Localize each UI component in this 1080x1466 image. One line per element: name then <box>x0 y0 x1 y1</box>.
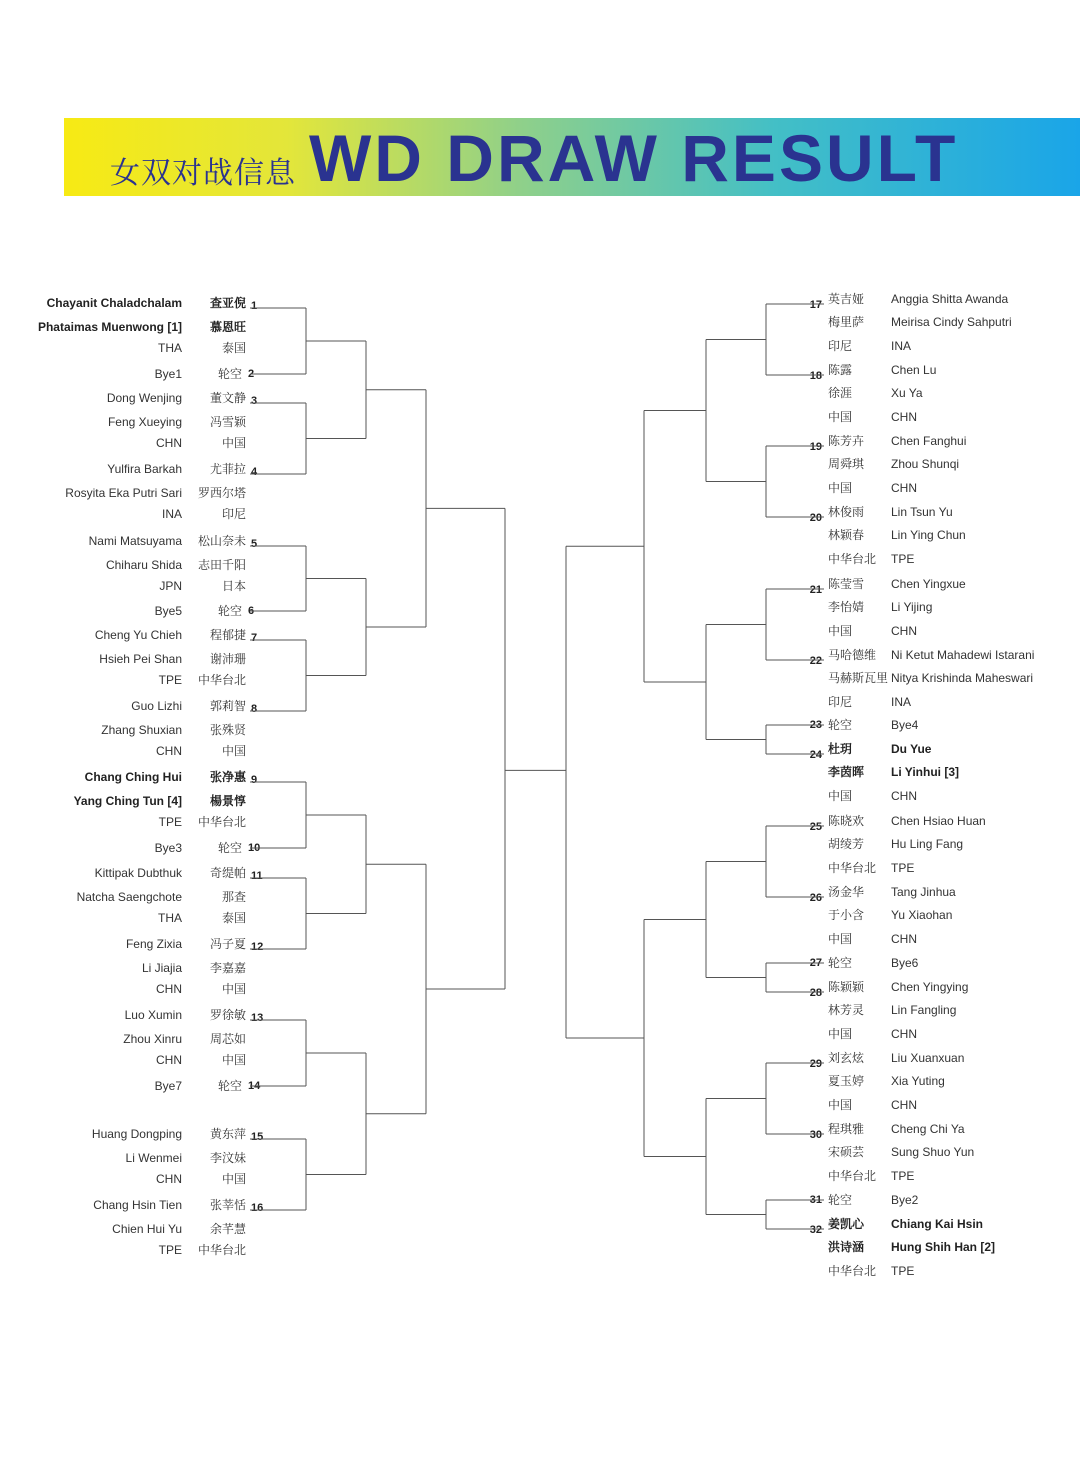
match-number: 29 <box>809 1058 822 1070</box>
player-name-cn: 徐涯 <box>828 386 853 400</box>
country-code: TPE <box>158 1243 182 1257</box>
country-name-cn: 中国 <box>221 744 246 758</box>
match-number: 12 <box>251 941 264 953</box>
player-name-cn: 郭莉智 <box>209 699 246 713</box>
player-name-cn: 松山奈未 <box>197 534 246 548</box>
country-code: CHN <box>891 789 917 803</box>
player-name: Feng Xueying <box>107 415 182 429</box>
match-number: 6 <box>248 605 255 617</box>
player-name-cn: 张净惠 <box>209 770 246 784</box>
player-name: Luo Xumin <box>124 1008 182 1022</box>
player-name-cn: 董文静 <box>209 391 246 405</box>
player-name: Yang Ching Tun [4] <box>73 794 182 808</box>
player-name: Du Yue <box>891 742 932 756</box>
match-number: 5 <box>251 538 258 550</box>
title-cn: 女双对战信息 <box>110 156 296 191</box>
player-name: Sung Shuo Yun <box>891 1145 975 1159</box>
player-name: Guo Lizhi <box>131 699 182 713</box>
country-name-cn: 中华台北 <box>197 815 246 829</box>
country-name-cn: 中国 <box>828 1098 853 1112</box>
bye-label-cn: 轮空 <box>217 1079 242 1093</box>
player-name-cn: 林俊雨 <box>828 505 865 519</box>
player-name: Cheng Yu Chieh <box>94 628 182 642</box>
country-name-cn: 中国 <box>221 1053 246 1067</box>
player-name: Li Yijing <box>891 600 933 614</box>
player-name: Lin Tsun Yu <box>891 505 953 519</box>
bye-label-cn: 轮空 <box>217 604 242 618</box>
match-number: 22 <box>809 655 822 667</box>
bye-label-cn: 轮空 <box>828 718 853 732</box>
country-name-cn: 印尼 <box>828 695 853 709</box>
country-name-cn: 泰国 <box>221 911 246 925</box>
country-name-cn: 中国 <box>828 410 853 424</box>
country-code: CHN <box>891 932 917 946</box>
player-name: Phataimas Muenwong [1] <box>37 320 182 334</box>
match-number: 10 <box>248 842 261 854</box>
match-number: 21 <box>809 584 822 596</box>
match-number: 17 <box>809 299 822 311</box>
player-name: Tang Jinhua <box>891 885 956 899</box>
player-name-cn: 余芊慧 <box>209 1222 246 1236</box>
player-name: Dong Wenjing <box>106 391 182 405</box>
player-name-cn: 林颖春 <box>828 528 865 542</box>
country-code: TPE <box>891 552 915 566</box>
match-number: 4 <box>251 466 258 478</box>
country-code: CHN <box>156 982 182 996</box>
player-name: Lin Ying Chun <box>891 528 966 542</box>
player-name-cn: 英吉娅 <box>828 292 865 306</box>
bye-label-cn: 轮空 <box>828 1193 853 1207</box>
player-name: Natcha Saengchote <box>76 890 182 904</box>
player-name: Anggia Shitta Awanda <box>891 292 1009 306</box>
country-code: TPE <box>891 1264 915 1278</box>
match-number: 28 <box>809 987 822 999</box>
player-name: Hsieh Pei Shan <box>99 652 182 666</box>
bye-label-cn: 轮空 <box>828 956 853 970</box>
country-code: CHN <box>156 1053 182 1067</box>
title-en: WD DRAW RESULT <box>309 121 959 195</box>
match-number: 15 <box>251 1131 264 1143</box>
player-name-cn: 奇缇帕 <box>209 866 246 880</box>
player-name-cn: 尤菲拉 <box>209 462 246 476</box>
bye-label: Bye4 <box>891 718 919 732</box>
bye-label-cn: 轮空 <box>217 367 242 381</box>
player-name: Chiang Kai Hsin <box>891 1217 984 1231</box>
player-name-cn: 冯子夏 <box>209 937 246 951</box>
player-name-cn: 李茵晖 <box>828 765 865 779</box>
country-code: CHN <box>891 624 917 638</box>
country-name-cn: 中华台北 <box>197 673 246 687</box>
country-code: TPE <box>891 1169 915 1183</box>
country-code: CHN <box>891 1027 917 1041</box>
player-name-cn: 慕恩旺 <box>209 320 246 334</box>
country-name-cn: 中国 <box>221 436 246 450</box>
player-name: Huang Dongping <box>91 1127 182 1141</box>
country-name-cn: 泰国 <box>221 341 246 355</box>
player-name-cn: 胡绫芳 <box>828 837 865 851</box>
player-name-cn: 罗西尔塔 <box>197 486 246 500</box>
player-name-cn: 陈露 <box>828 363 853 377</box>
country-name-cn: 中国 <box>828 789 853 803</box>
player-name-cn: 陈颖颖 <box>828 980 865 994</box>
player-name-cn: 马赫斯瓦里 <box>828 671 889 685</box>
player-name: Chen Fanghui <box>891 434 967 448</box>
country-name-cn: 中国 <box>828 481 853 495</box>
country-code: CHN <box>891 1098 917 1112</box>
player-name: Hu Ling Fang <box>891 837 964 851</box>
match-number: 30 <box>809 1129 822 1141</box>
player-name-cn: 林芳灵 <box>828 1003 865 1017</box>
player-name-cn: 洪诗涵 <box>828 1240 865 1254</box>
player-name-cn: 李怡婧 <box>828 600 865 614</box>
player-name-cn: 马哈德维 <box>828 648 877 662</box>
match-number: 27 <box>809 957 822 969</box>
player-name-cn: 查亚倪 <box>209 296 246 310</box>
player-name: Nitya Krishinda Maheswari <box>891 671 1034 685</box>
match-number: 9 <box>251 774 258 786</box>
match-number: 3 <box>251 395 258 407</box>
player-name: Li Wenmei <box>125 1151 182 1165</box>
country-name-cn: 中国 <box>828 624 853 638</box>
player-name: Chang Ching Hui <box>84 770 182 784</box>
player-name-cn: 刘玄炫 <box>828 1051 865 1065</box>
match-number: 7 <box>251 632 258 644</box>
country-code: TPE <box>158 673 182 687</box>
match-number: 24 <box>809 749 822 761</box>
match-number: 19 <box>809 441 822 453</box>
player-name-cn: 冯雪颖 <box>209 415 246 429</box>
player-name: Zhang Shuxian <box>101 723 182 737</box>
country-name-cn: 中华台北 <box>197 1243 246 1257</box>
player-name: Xia Yuting <box>891 1074 945 1088</box>
player-name-cn: 黄东萍 <box>209 1127 246 1141</box>
player-name-cn: 程琪雅 <box>828 1122 865 1136</box>
country-code: TPE <box>158 815 182 829</box>
player-name-cn: 于小含 <box>828 908 865 922</box>
country-code: CHN <box>891 410 917 424</box>
player-name-cn: 周芯如 <box>209 1032 246 1046</box>
player-name: Chang Hsin Tien <box>93 1198 182 1212</box>
player-name-cn: 陈芳卉 <box>828 434 865 448</box>
player-name-cn: 谢沛珊 <box>209 652 246 666</box>
country-code: CHN <box>156 436 182 450</box>
player-name: Chen Yingying <box>891 980 969 994</box>
country-name-cn: 中国 <box>828 1027 853 1041</box>
player-name: Yu Xiaohan <box>891 908 953 922</box>
country-name-cn: 中国 <box>221 982 246 996</box>
player-name-cn: 张莘恬 <box>209 1198 246 1212</box>
player-name: Liu Xuanxuan <box>891 1051 965 1065</box>
match-number: 13 <box>251 1012 264 1024</box>
match-number: 16 <box>251 1202 264 1214</box>
player-name-cn: 罗徐敏 <box>209 1008 246 1022</box>
player-name-cn: 李汶妹 <box>209 1151 246 1165</box>
country-name-cn: 印尼 <box>828 339 853 353</box>
country-code: JPN <box>159 579 182 593</box>
player-name: Cheng Chi Ya <box>891 1122 965 1136</box>
player-name: Chen Hsiao Huan <box>891 814 986 828</box>
player-name: Rosyita Eka Putri Sari <box>65 486 182 500</box>
player-name: Lin Fangling <box>891 1003 957 1017</box>
match-number: 14 <box>248 1080 261 1092</box>
player-name: Xu Ya <box>891 386 923 400</box>
match-number: 18 <box>809 370 822 382</box>
bye-label: Bye1 <box>154 367 182 381</box>
player-name-cn: 楊景惇 <box>209 794 246 808</box>
bye-label: Bye7 <box>154 1079 182 1093</box>
player-name: Nami Matsuyama <box>88 534 182 548</box>
player-name: Zhou Shunqi <box>891 457 960 471</box>
player-name: Chen Lu <box>891 363 937 377</box>
player-name-cn: 李嘉嘉 <box>209 961 246 975</box>
player-name: Chayanit Chaladchalam <box>46 296 182 310</box>
country-code: TPE <box>891 861 915 875</box>
player-name: Li Jiajia <box>141 961 182 975</box>
player-name: Ni Ketut Mahadewi Istarani <box>891 648 1035 662</box>
player-name-cn: 梅里萨 <box>828 315 865 329</box>
player-name-cn: 陈莹雪 <box>828 577 865 591</box>
player-name-cn: 宋硕芸 <box>828 1145 865 1159</box>
player-name-cn: 姜凯心 <box>828 1217 865 1231</box>
bye-label: Bye3 <box>154 841 182 855</box>
country-code: INA <box>161 507 182 521</box>
player-name-cn: 杜玥 <box>828 742 853 756</box>
player-name: Chen Yingxue <box>891 577 966 591</box>
country-name-cn: 中华台北 <box>828 1169 877 1183</box>
match-number: 11 <box>251 870 263 882</box>
country-name-cn: 中国 <box>221 1172 246 1186</box>
match-number: 2 <box>248 368 255 380</box>
player-name: Hung Shih Han [2] <box>891 1240 995 1254</box>
country-code: CHN <box>156 744 182 758</box>
player-name-cn: 那查 <box>221 890 246 904</box>
country-code: THA <box>158 341 182 355</box>
bye-label: Bye2 <box>891 1193 919 1207</box>
player-name: Kittipak Dubthuk <box>94 866 182 880</box>
country-name-cn: 中华台北 <box>828 1264 877 1278</box>
player-name-cn: 周舜琪 <box>828 457 865 471</box>
player-name: Feng Zixia <box>125 937 182 951</box>
bye-label: Bye6 <box>891 956 919 970</box>
match-number: 31 <box>809 1194 822 1206</box>
country-name-cn: 中华台北 <box>828 552 877 566</box>
match-number: 1 <box>251 300 258 312</box>
country-code: INA <box>891 695 912 709</box>
player-name-cn: 汤金华 <box>828 885 865 899</box>
player-name-cn: 陈晓欢 <box>828 814 865 828</box>
player-name: Chiharu Shida <box>105 558 182 572</box>
player-name-cn: 程郁捷 <box>209 628 246 642</box>
match-number: 23 <box>809 719 822 731</box>
bye-label-cn: 轮空 <box>217 841 242 855</box>
player-name-cn: 夏玉婷 <box>828 1074 865 1088</box>
country-code: CHN <box>891 481 917 495</box>
player-name: Li Yinhui [3] <box>891 765 959 779</box>
player-name-cn: 张殊贤 <box>209 723 246 737</box>
match-number: 20 <box>809 512 822 524</box>
player-name: Zhou Xinru <box>123 1032 182 1046</box>
player-name: Yulfira Barkah <box>107 462 182 476</box>
country-code: INA <box>891 339 912 353</box>
player-name-cn: 志田千阳 <box>197 558 246 572</box>
country-name-cn: 中华台北 <box>828 861 877 875</box>
bye-label: Bye5 <box>154 604 182 618</box>
country-name-cn: 印尼 <box>221 507 246 521</box>
country-code: THA <box>158 911 182 925</box>
match-number: 32 <box>809 1224 822 1236</box>
country-name-cn: 日本 <box>221 579 246 593</box>
player-name: Chien Hui Yu <box>112 1222 182 1236</box>
country-code: CHN <box>156 1172 182 1186</box>
match-number: 25 <box>809 821 822 833</box>
country-name-cn: 中国 <box>828 932 853 946</box>
match-number: 8 <box>251 703 258 715</box>
player-name: Meirisa Cindy Sahputri <box>891 315 1012 329</box>
match-number: 26 <box>809 892 822 904</box>
